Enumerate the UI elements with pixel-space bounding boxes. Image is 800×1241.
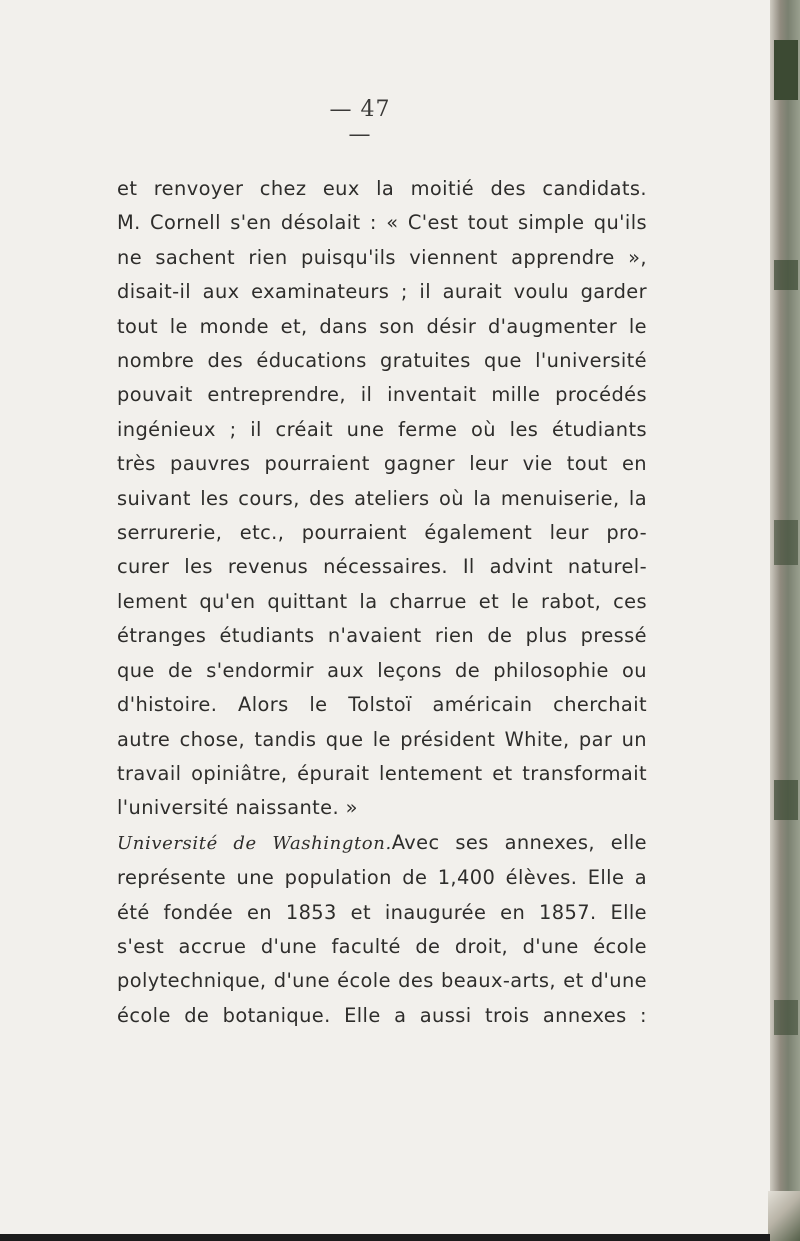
text-line: que de s'endormir aux leçons de philosophie ou bbox=[117, 658, 647, 682]
text-line: suivant les cours, des ateliers où la menuiserie, la bbox=[117, 486, 647, 510]
bottom-shadow bbox=[0, 1234, 770, 1241]
text-line: M. Cornell s'en désolait : « C'est tout simple qu'ils bbox=[117, 211, 647, 235]
text-line: nombre des éducations gratuites que l'université bbox=[117, 349, 647, 373]
text-line: pouvait entreprendre, il inventait mille procédés bbox=[117, 383, 647, 407]
text-line: représente une population de 1,400 élèves. Elle a bbox=[117, 866, 647, 890]
text-line: travail opiniâtre, épurait lentement et transformait bbox=[117, 761, 647, 785]
edge-shadow bbox=[774, 520, 798, 565]
edge-shadow bbox=[774, 260, 798, 290]
text-line: disait-il aux examinateurs ; il aurait voulu garder bbox=[117, 280, 647, 304]
section-lead-rest: Avec ses annexes, elle bbox=[391, 830, 647, 854]
text-line: école de botanique. Elle a aussi trois annexes : bbox=[117, 1003, 647, 1027]
text-line: et renvoyer chez eux la moitié des candidats. bbox=[117, 177, 647, 200]
text-line: d'histoire. Alors le Tolstoï américain cherchait bbox=[117, 693, 647, 717]
text-line: autre chose, tandis que le président White, par un bbox=[117, 727, 647, 751]
page-corner bbox=[768, 1191, 800, 1241]
body-text bbox=[117, 172, 647, 1033]
text-line: serrurerie, etc., pourraient également leur pro- bbox=[117, 521, 647, 545]
text-line: étranges étudiants n'avaient rien de plus pressé bbox=[117, 624, 647, 648]
edge-shadow bbox=[774, 780, 798, 820]
text-line: curer les revenus nécessaires. Il advint naturel- bbox=[117, 555, 647, 579]
text-line: très pauvres pourraient gagner leur vie tout en bbox=[117, 452, 647, 476]
text-line: tout le monde et, dans son désir d'augmenter le bbox=[117, 314, 647, 338]
text-line: été fondée en 1853 et inaugurée en 1857. Elle bbox=[117, 900, 647, 924]
page-number: — 47 — bbox=[329, 97, 391, 147]
text-line: l'université naissante. » bbox=[117, 796, 358, 820]
text-line: lement qu'en quittant la charrue et le rabot, ces bbox=[117, 589, 647, 613]
book-edge bbox=[770, 0, 800, 1241]
section-lead-italic: Université de Washington. bbox=[117, 832, 392, 854]
text-line: ne sachent rien puisqu'ils viennent apprendre », bbox=[117, 245, 647, 269]
edge-shadow bbox=[774, 40, 798, 100]
paragraph-2-first-line bbox=[117, 826, 647, 861]
text-line: polytechnique, d'une école des beaux-arts, et d'une bbox=[117, 969, 647, 993]
text-line: ingénieux ; il créait une ferme où les étudiants bbox=[117, 417, 647, 441]
edge-shadow bbox=[774, 1000, 798, 1035]
text-line: s'est accrue d'une faculté de droit, d'une école bbox=[117, 934, 647, 958]
